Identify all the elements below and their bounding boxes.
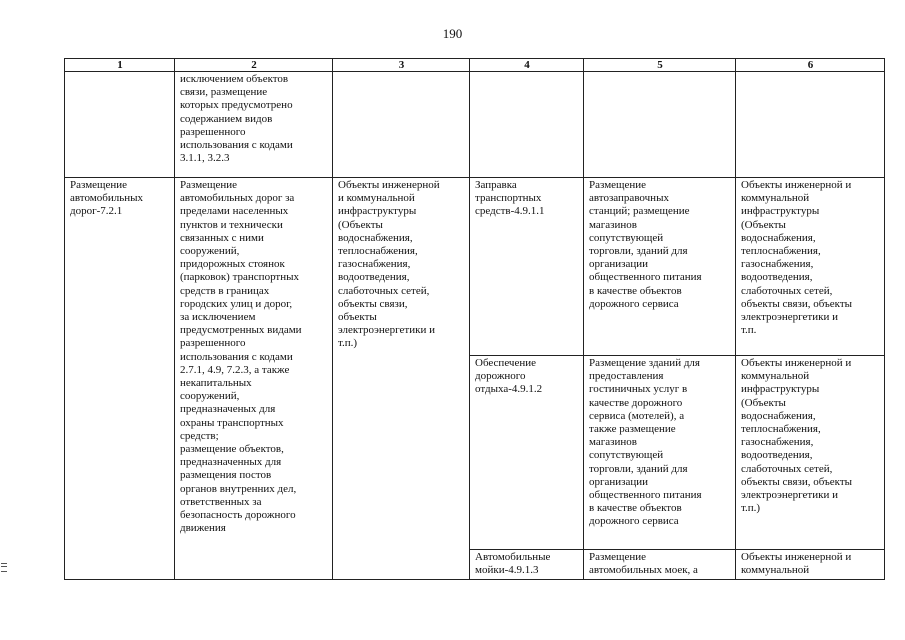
continuation-col-2 <box>175 72 333 178</box>
main-col-3-text: Объекты инженерной и коммунальной инфраструктуры (Объекты водоснабжения, теплоснабжения, газоснабжения, водоотведения, слаботочных сетей, объекты связи, объекты электроэнергетики и т.п.) <box>338 179 440 350</box>
continuation-col-2-text: исключением объектов связи, размещение которых предусмотрено содержанием видов разрешенного использования с кодами 3.1.1, 3.2.3 <box>180 73 293 165</box>
main-col-2-text: Размещение автомобильных дорог за пределами населенных пунктов и технически связанных с ними сооружений, придорожных стоянок (парковок) транспортных средств в границах городских улиц и дорог, за исключением предусмотренных видами разрешенного использования с кодами 2.7.1, 4.9, 7.2.3, а также некапитальных сооружений, предназначеных для охраны транспортных средств; размещение объектов, предназначенных для размещения постов органов внутренних дел, ответственных за безопасность дорожного движения <box>180 179 302 535</box>
header-col-5: 5 <box>584 59 736 72</box>
sub-1-col-4-text: Обеспечение дорожного отдыха-4.9.1.2 <box>475 357 543 396</box>
sub-1-col-5 <box>584 356 736 550</box>
main-col-3 <box>333 178 470 580</box>
table-header-row <box>65 59 885 72</box>
continuation-col-4 <box>470 72 584 178</box>
header-col-6: 6 <box>736 59 885 72</box>
sub-0-col-4 <box>470 178 584 356</box>
header-col-2: 2 <box>175 59 333 72</box>
sub-2-col-5-text: Размещение автомобильных моек, а <box>589 551 698 577</box>
sub-0-col-5-text: Размещение автозаправочных станций; размещение магазинов сопутствующей торговли, зданий для организации общественного питания в качестве объектов дорожного сервиса <box>589 179 702 310</box>
sub-0-col-6 <box>736 178 885 356</box>
continuation-col-6 <box>736 72 885 178</box>
header-col-1: 1 <box>65 59 175 72</box>
sub-2-col-6 <box>736 550 885 580</box>
continuation-col-3 <box>333 72 470 178</box>
sub-1-col-6-text: Объекты инженерной и коммунальной инфраструктуры (Объекты водоснабжения, теплоснабжения, газоснабжения, водоотведения, слаботочных сетей, объекты связи, объекты электроэнергетики и т.п.) <box>741 357 853 515</box>
sub-1-col-4 <box>470 356 584 550</box>
table-row-continuation <box>65 72 885 178</box>
land-use-table <box>64 58 885 580</box>
header-col-4: 4 <box>470 59 584 72</box>
sub-2-col-4-text: Автомобильные мойки-4.9.1.3 <box>475 551 551 577</box>
main-col-1 <box>65 178 175 580</box>
sub-0-col-4-text: Заправка транспортных средств-4.9.1.1 <box>475 179 545 218</box>
continuation-col-5 <box>584 72 736 178</box>
sub-0-col-5 <box>584 178 736 356</box>
sub-2-col-4 <box>470 550 584 580</box>
main-col-1-text: Размещение автомобильных дорог-7.2.1 <box>70 179 143 218</box>
sub-1-col-5-text: Размещение зданий для предоставления гостиничных услуг в качестве дорожного сервиса (мотелей), а также размещение магазинов сопутствующей торговли, зданий для организации общественного питания в качестве объектов дорожного сервиса <box>589 357 702 528</box>
main-col-2 <box>175 178 333 580</box>
header-col-3: 3 <box>333 59 470 72</box>
continuation-col-1 <box>65 72 175 178</box>
table-row-fuel-station <box>65 178 885 356</box>
sub-1-col-6 <box>736 356 885 550</box>
scan-edge-mark <box>1 563 7 572</box>
sub-0-col-6-text: Объекты инженерной и коммунальной инфраструктуры (Объекты водоснабжения, теплоснабжения, газоснабжения, водоотведения, слаботочных сетей, объекты связи, объекты электроэнергетики и т.п. <box>741 179 853 337</box>
page-number: 190 <box>442 26 463 41</box>
sub-2-col-6-text: Объекты инженерной и коммунальной <box>741 551 852 577</box>
sub-2-col-5 <box>584 550 736 580</box>
